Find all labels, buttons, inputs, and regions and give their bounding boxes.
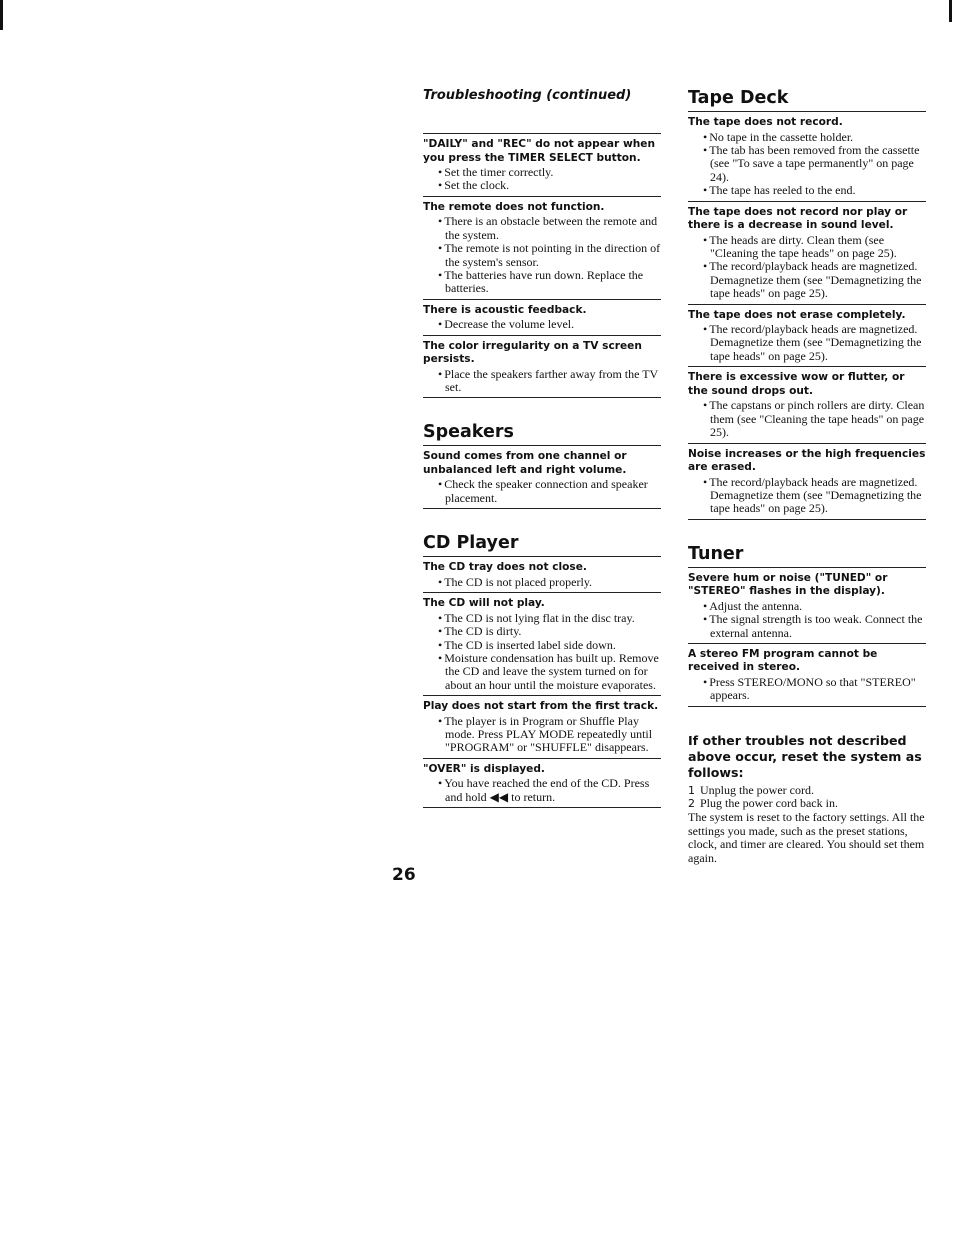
remedy-list bbox=[688, 399, 926, 439]
problem-title: There is excessive wow or flutter, or the sound drops out. bbox=[688, 371, 905, 397]
remedy-list bbox=[423, 215, 661, 295]
problem-first-track bbox=[423, 696, 661, 759]
remedy-list bbox=[688, 234, 926, 301]
remedy-list bbox=[423, 478, 661, 505]
problem-title: "DAILY" and "REC" do not appear when you press the TIMER SELECT button. bbox=[423, 138, 656, 164]
remedy-list bbox=[423, 777, 661, 804]
problem-high-frequencies bbox=[688, 444, 926, 520]
remedy: • Decrease the volume level. bbox=[423, 318, 661, 331]
remedy-list bbox=[423, 715, 661, 755]
remedy-list bbox=[423, 368, 661, 395]
step-text: Plug the power cord back in. bbox=[700, 796, 838, 811]
remedy: • Press STEREO/MONO so that "STEREO" appears. bbox=[688, 676, 926, 703]
reset-steps bbox=[688, 784, 926, 811]
remedy: • The capstans or pinch rollers are dirty. Clean them (see "Cleaning the tape heads" on page 25). bbox=[688, 399, 926, 439]
problem-title: Severe hum or noise ("TUNED" or "STEREO" flashes in the display). bbox=[688, 571, 888, 598]
problem-title: The tape does not erase completely. bbox=[688, 308, 906, 321]
remedy: • The CD is not lying flat in the disc tray. bbox=[423, 612, 661, 625]
problem-tape-not-record bbox=[688, 112, 926, 202]
remedy: • Set the clock. bbox=[423, 179, 661, 192]
problem-title: There is acoustic feedback. bbox=[423, 303, 587, 316]
remedy: • You have reached the end of the CD. Press and hold ◀◀ to return. bbox=[423, 777, 661, 804]
problem-title: A stereo FM program cannot be received in stereo. bbox=[688, 647, 878, 674]
remedy: • The batteries have run down. Replace the batteries. bbox=[423, 269, 661, 296]
problem-title: The tape does not record. bbox=[688, 116, 843, 128]
remedy-list bbox=[688, 323, 926, 363]
step-number: 1 bbox=[688, 783, 695, 797]
section-title-tuner: Tuner bbox=[688, 544, 926, 568]
page-number: 26 bbox=[392, 865, 416, 885]
reset-step bbox=[688, 784, 926, 798]
remedy-list bbox=[688, 131, 926, 198]
problem-title: Noise increases or the high frequencies are erased. bbox=[688, 447, 926, 473]
problem-title: The CD tray does not close. bbox=[423, 561, 587, 574]
reset-heading: If other troubles not described above occur, reset the system as follows: bbox=[688, 732, 922, 780]
problem-title: The tape does not record nor play or there is a decrease in sound level. bbox=[688, 205, 908, 232]
scan-edge-mark-right bbox=[949, 0, 952, 22]
remedy: • Set the timer correctly. bbox=[423, 166, 661, 179]
problem-title: "OVER" is displayed. bbox=[423, 762, 545, 775]
remedy: • The tape has reeled to the end. bbox=[688, 184, 926, 197]
problem-fm-stereo bbox=[688, 644, 926, 707]
section-title-cd-player: CD Player bbox=[423, 533, 661, 557]
problem-tv-color bbox=[423, 336, 661, 399]
problem-title: Sound comes from one channel or unbalanced left and right volume. bbox=[423, 450, 627, 476]
remedy-list bbox=[688, 600, 926, 640]
remedy-list bbox=[423, 576, 661, 589]
problem-acoustic-feedback bbox=[423, 300, 661, 336]
problem-remote bbox=[423, 197, 661, 300]
problem-wow-flutter bbox=[688, 367, 926, 443]
reset-step bbox=[688, 797, 926, 811]
problem-cd-tray bbox=[423, 557, 661, 593]
left-column bbox=[423, 88, 661, 808]
remedy: • Moisture condensation has built up. Remove the CD and leave the system turned on for about an hour until the moisture evaporates. bbox=[423, 652, 661, 692]
remedy-list bbox=[688, 676, 926, 703]
remedy: • There is an obstacle between the remote and the system. bbox=[423, 215, 661, 242]
problem-title: The remote does not function. bbox=[423, 200, 605, 213]
remedy: • The CD is not placed properly. bbox=[423, 576, 661, 589]
intro-problem-list bbox=[423, 133, 661, 398]
remedy: • The CD is inserted label side down. bbox=[423, 639, 661, 652]
remedy-list bbox=[423, 612, 661, 692]
remedy: • The tab has been removed from the cassette (see "To save a tape permanently" on page 24). bbox=[688, 144, 926, 184]
remedy: • The heads are dirty. Clean them (see "Cleaning the tape heads" on page 25). bbox=[688, 234, 926, 261]
remedy: • Adjust the antenna. bbox=[688, 600, 926, 613]
section-title-tape-deck: Tape Deck bbox=[688, 88, 926, 112]
remedy: • Check the speaker connection and speaker placement. bbox=[423, 478, 661, 505]
running-head: Troubleshooting (continued) bbox=[423, 88, 632, 103]
problem-over-displayed bbox=[423, 759, 661, 808]
scan-edge-mark-left bbox=[0, 0, 3, 30]
remedy: • No tape in the cassette holder. bbox=[688, 131, 926, 144]
problem-cd-not-play bbox=[423, 593, 661, 696]
remedy: • The remote is not pointing in the direction of the system's sensor. bbox=[423, 242, 661, 269]
problem-title: The CD will not play. bbox=[423, 597, 545, 610]
problem-title: The color irregularity on a TV screen persists. bbox=[423, 339, 642, 366]
problem-timer-select bbox=[423, 133, 661, 197]
remedy: • The player is in Program or Shuffle Play mode. Press PLAY MODE repeatedly until "PROGRAM" or "SHUFFLE" disappears. bbox=[423, 715, 661, 755]
right-column bbox=[688, 88, 926, 865]
remedy: • Place the speakers farther away from the TV set. bbox=[423, 368, 661, 395]
remedy-list bbox=[423, 318, 661, 331]
section-title-speakers: Speakers bbox=[423, 422, 661, 446]
remedy-list bbox=[688, 476, 926, 516]
problem-title: Play does not start from the first track. bbox=[423, 700, 659, 713]
problem-hum-noise bbox=[688, 568, 926, 644]
problem-sound-decrease bbox=[688, 202, 926, 305]
remedy: • The record/playback heads are magnetized. Demagnetize them (see "Demagnetizing the tape heads" on page 25). bbox=[688, 323, 926, 363]
step-text: Unplug the power cord. bbox=[700, 782, 814, 797]
remedy: • The record/playback heads are magnetized. Demagnetize them (see "Demagnetizing the tape heads" on page 25). bbox=[688, 476, 926, 516]
remedy: • The signal strength is too weak. Connect the external antenna. bbox=[688, 613, 926, 640]
problem-unbalanced-volume bbox=[423, 446, 661, 509]
reset-description: The system is reset to the factory settings. All the settings you made, such as the preset stations, clock, and timer are cleared. You should set them again. bbox=[688, 809, 925, 865]
remedy: • The CD is dirty. bbox=[423, 625, 661, 638]
remedy-list bbox=[423, 166, 661, 193]
remedy: • The record/playback heads are magnetized. Demagnetize them (see "Demagnetizing the tape heads" on page 25). bbox=[688, 260, 926, 300]
step-number: 2 bbox=[688, 797, 695, 811]
problem-erase bbox=[688, 305, 926, 368]
